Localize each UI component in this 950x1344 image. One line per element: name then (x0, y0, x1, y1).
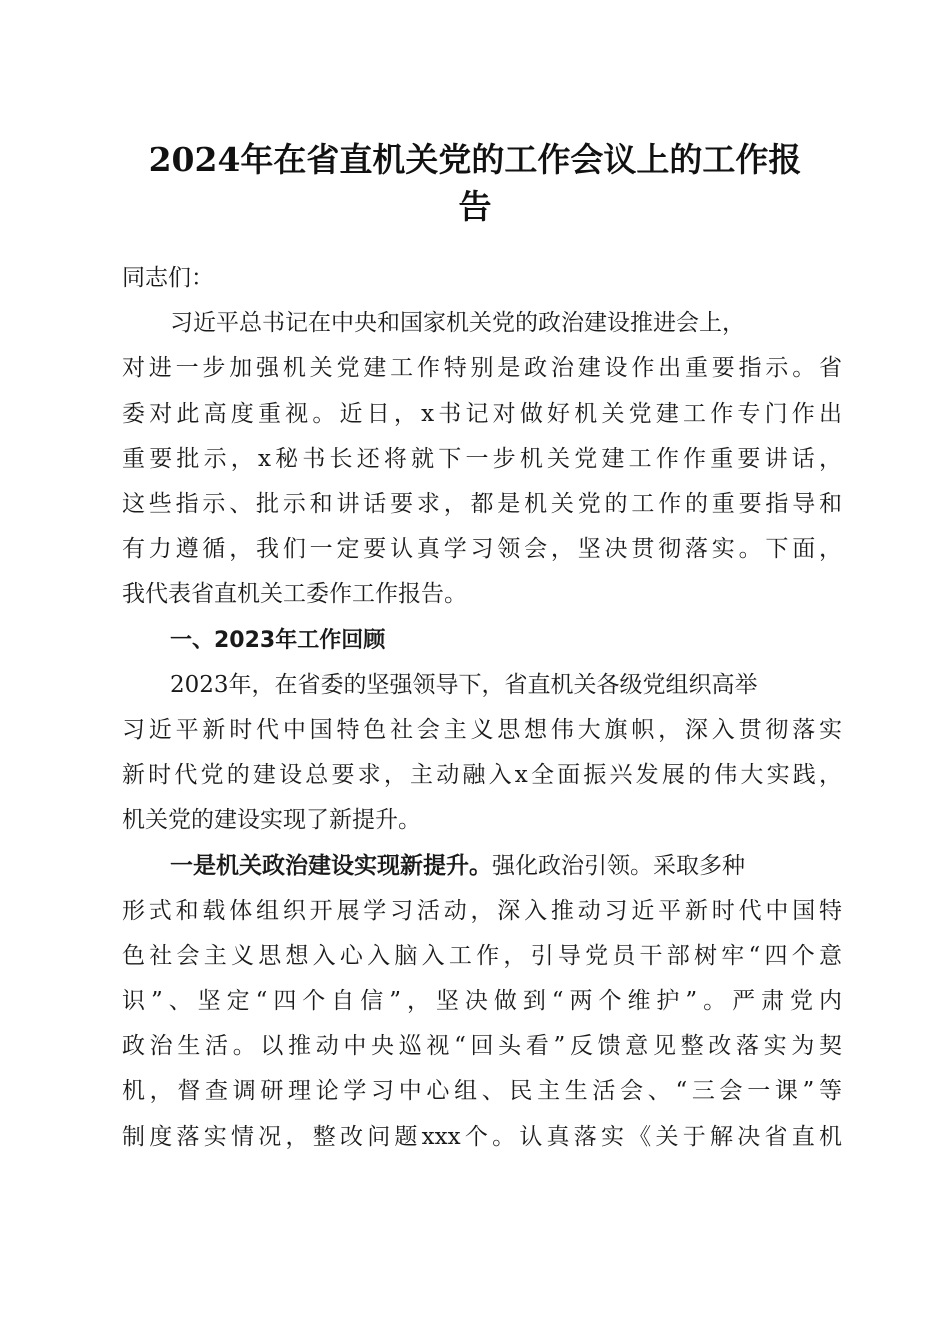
paragraph-line: 2023年，在省委的坚强领导下，省直机关各级党组织高举 (170, 671, 758, 698)
paragraph-line: 对进一步加强机关党建工作特别是政治建设作出重要指示。省 (122, 355, 842, 382)
paragraph-line: 机关党的建设实现了新提升。 (122, 807, 421, 834)
paragraph-line: 政治生活。以推动中央巡视“回头看”反馈意见整改落实为契 (122, 1033, 842, 1060)
paragraph-line: 形式和载体组织开展学习活动，深入推动习近平新时代中国特 (122, 897, 842, 924)
document-body (122, 256, 842, 1160)
title-line-2: 告 (458, 187, 492, 226)
paragraph-line (122, 843, 842, 888)
salutation: 同志们： (122, 265, 214, 291)
paragraph-line: 有力遵循，我们一定要认真学习领会，坚决贯彻落实。下面， (122, 536, 842, 563)
paragraph-text: 强化政治引领。采取多种 (492, 853, 745, 880)
paragraph-line: 我代表省直机关工委作工作报告。 (122, 581, 467, 608)
paragraph-line: 色社会主义思想入心入脑入工作，引导党员干部树牢“四个意 (122, 942, 842, 969)
section-heading: 一、2023年工作回顾 (170, 627, 386, 653)
paragraph-line: 机，督查调研理论学习中心组、民主生活会、“三会一课”等 (122, 1078, 842, 1105)
paragraph-line: 重要批示，x秘书长还将就下一步机关党建工作作重要讲话， (122, 445, 842, 472)
paragraph-line: 新时代党的建设总要求，主动融入x全面振兴发展的伟大实践， (122, 762, 842, 789)
title-line-1: 2024年在省直机关党的工作会议上的工作报 (148, 140, 802, 179)
paragraph-line: 习近平新时代中国特色社会主义思想伟大旗帜，深入贯彻落实 (122, 716, 842, 743)
document-title (110, 136, 840, 230)
bold-lead-text: 一是机关政治建设实现新提升。 (170, 852, 492, 880)
paragraph-line: 委对此高度重视。近日，x书记对做好机关党建工作专门作出 (122, 400, 842, 427)
paragraph-line: 习近平总书记在中央和国家机关党的政治建设推进会上， (170, 310, 745, 337)
paragraph-line: 识”、坚定“四个自信”，坚决做到“两个维护”。严肃党内 (122, 988, 842, 1014)
paragraph-line: 这些指示、批示和讲话要求，都是机关党的工作的重要指导和 (122, 490, 842, 517)
paragraph-line: 制度落实情况，整改问题xxx个。认真落实《关于解决省直机 (122, 1123, 842, 1150)
